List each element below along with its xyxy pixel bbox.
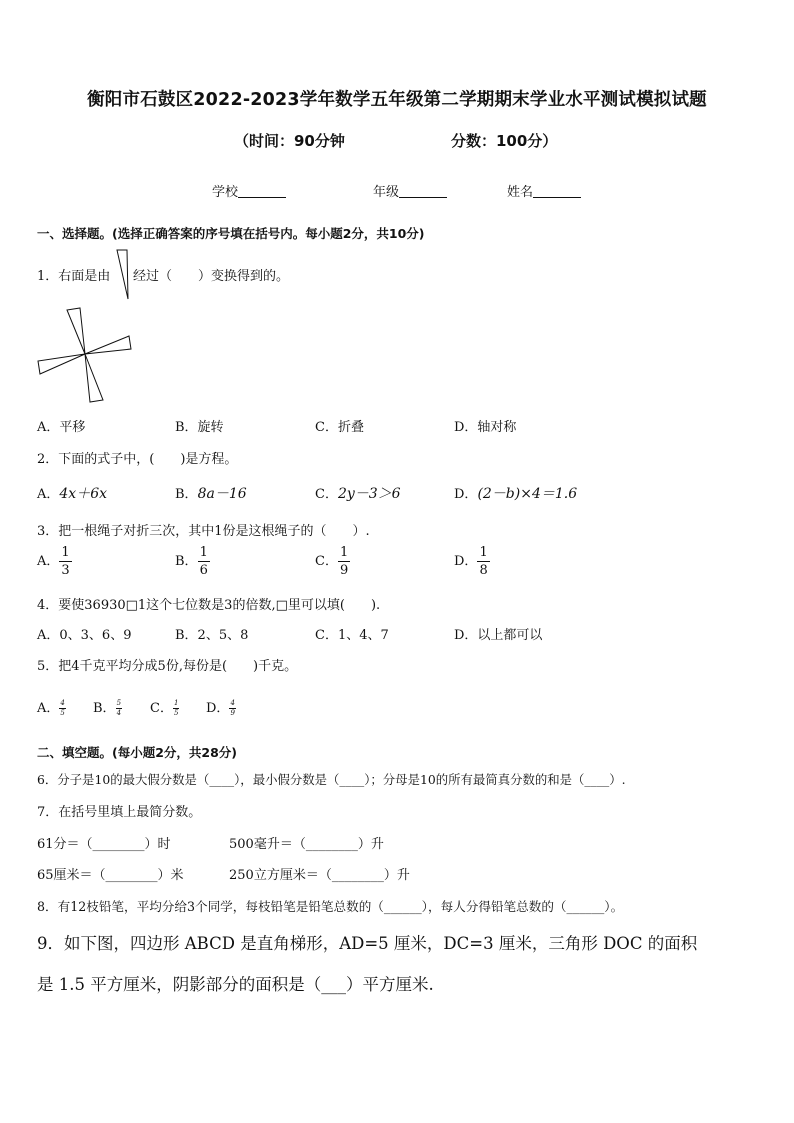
q2-option-c-expr: 2y－3＞6 — [337, 486, 401, 502]
q3-option-b-fraction — [198, 546, 210, 577]
q5-option-b-fraction — [116, 700, 122, 717]
q1-option-b[interactable]: B．旋转 — [175, 420, 224, 435]
q5-text: 5．把4千克平均分成5份,每份是( )千克。 — [37, 659, 298, 674]
q3-option-d-fraction — [477, 546, 489, 577]
q5-option-d[interactable] — [206, 697, 236, 717]
school-label: 学校 — [212, 185, 239, 200]
q2-text: 2．下面的式子中，( )是方程。 — [37, 452, 238, 467]
q2-option-b[interactable] — [175, 483, 247, 503]
fraction-numerator: 1 — [199, 545, 208, 560]
q5-option-b[interactable] — [93, 697, 122, 717]
q7-item-2[interactable]: 500毫升＝（________）升 — [229, 837, 384, 852]
fraction-numerator: 1 — [339, 545, 349, 560]
fraction-denominator: 9 — [230, 709, 235, 717]
q4-option-a[interactable]: A．0、3、6、9 — [37, 628, 132, 643]
name-label: 姓名 — [507, 185, 534, 200]
q7-item-4[interactable]: 250立方厘米＝（________）升 — [229, 868, 410, 883]
q7-text: 7．在括号里填上最简分数。 — [37, 805, 202, 820]
q7-item-1[interactable]: 61分＝（________）时 — [37, 837, 171, 852]
q4-text: 4．要使36930□1这个七位数是3的倍数,□里可以填( ). — [37, 598, 381, 613]
exam-title: 衡阳市石鼓区2022-2023学年数学五年级第二学期期末学业水平测试模拟试题 — [87, 90, 707, 110]
fraction-numerator: 4 — [60, 699, 65, 707]
q3-option-a-fraction — [59, 546, 71, 577]
q1-option-d[interactable]: D．轴对称 — [454, 420, 517, 435]
section2-heading: 二、填空题。(每小题2分，共28分) — [37, 745, 238, 760]
q5-option-c[interactable] — [150, 697, 179, 717]
section1-heading: 一、选择题。(选择正确答案的序号填在括号内。每小题2分，共10分) — [37, 226, 425, 241]
q2-option-a-label: A． — [37, 487, 60, 502]
fraction-denominator: 4 — [116, 709, 122, 717]
q1-prefix: 1．右面是由 — [37, 269, 111, 284]
q5-option-a-fraction — [59, 700, 65, 717]
q1-option-c[interactable]: C．折叠 — [315, 420, 364, 435]
fraction-denominator: 9 — [339, 563, 349, 578]
fraction-denominator: 5 — [60, 709, 65, 717]
name-blank[interactable] — [533, 185, 581, 198]
exam-time: （时间：90分钟 — [234, 132, 345, 150]
fraction-numerator: 1 — [173, 699, 179, 707]
q2-option-c-label: C． — [315, 487, 338, 502]
q3-option-c-fraction — [338, 546, 350, 577]
q9-line2: 是 1.5 平方厘米，阴影部分的面积是（___）平方厘米. — [37, 975, 434, 994]
q1-option-a[interactable]: A．平移 — [37, 420, 86, 435]
q4-option-c[interactable]: C．1、4、7 — [315, 628, 389, 643]
grade-blank[interactable] — [399, 185, 447, 198]
q2-option-a-expr: 4x＋6x — [59, 486, 107, 502]
grade-field[interactable] — [373, 181, 447, 200]
fraction-denominator: 3 — [61, 563, 70, 578]
q8-text: 8．有12枝铅笔，平均分给3个同学，每枝铅笔是铅笔总数的（______），每人分得铅笔总数的（______）。 — [37, 899, 624, 914]
fraction-numerator: 1 — [61, 545, 70, 560]
grade-label: 年级 — [373, 185, 400, 200]
q3-option-d-label: D． — [454, 554, 478, 569]
q2-option-b-label: B． — [175, 487, 198, 502]
q3-option-d[interactable] — [454, 546, 490, 577]
q2-option-d[interactable] — [454, 483, 577, 503]
q2-option-d-label: D． — [454, 487, 478, 502]
q5-option-c-label: C． — [150, 701, 173, 716]
q2-option-a[interactable] — [37, 483, 107, 503]
q3-option-a[interactable] — [37, 546, 72, 577]
q3-option-b-label: B． — [175, 554, 198, 569]
q1-single-blade-figure — [117, 250, 131, 300]
q5-option-c-fraction — [173, 700, 179, 717]
q4-option-d[interactable]: D．以上都可以 — [454, 628, 543, 643]
q3-option-a-label: A． — [37, 554, 60, 569]
q1-suffix: 经过（ ）变换得到的。 — [133, 269, 290, 284]
school-field[interactable] — [212, 181, 286, 200]
q5-option-a-label: A． — [37, 701, 60, 716]
q6-text: 6．分子是10的最大假分数是（____），最小假分数是（____）；分母是10的所有最简真分数的和是（____）. — [37, 772, 626, 787]
q9-line1: 9．如下图，四边形 ABCD 是直角梯形，AD=5 厘米，DC=3 厘米，三角形 DOC 的面积 — [37, 934, 698, 953]
fraction-denominator: 6 — [199, 563, 208, 578]
q3-option-c-label: C． — [315, 554, 338, 569]
q7-item-3[interactable]: 65厘米＝（________）米 — [37, 868, 184, 883]
exam-score: 分数：100分） — [451, 132, 558, 150]
fraction-denominator: 8 — [479, 563, 488, 578]
fraction-numerator: 5 — [116, 699, 122, 707]
q3-option-b[interactable] — [175, 546, 210, 577]
fraction-numerator: 1 — [479, 545, 488, 560]
q3-option-c[interactable] — [315, 546, 350, 577]
q2-option-c[interactable] — [315, 483, 401, 503]
q1-pinwheel-figure — [36, 308, 136, 404]
q3-text: 3．把一根绳子对折三次，其中1份是这根绳子的（ ）. — [37, 524, 370, 539]
q5-option-d-label: D． — [206, 701, 230, 716]
fraction-denominator: 5 — [173, 709, 179, 717]
school-blank[interactable] — [238, 185, 286, 198]
q2-option-d-expr: (2－b)×4＝1.6 — [477, 486, 578, 502]
q5-option-a[interactable] — [37, 697, 66, 717]
fraction-numerator: 4 — [230, 699, 235, 707]
q5-option-b-label: B． — [93, 701, 116, 716]
q5-option-d-fraction — [229, 700, 235, 717]
q4-option-b[interactable]: B．2、5、8 — [175, 628, 249, 643]
name-field[interactable] — [507, 181, 581, 200]
q2-option-b-expr: 8a－16 — [197, 486, 247, 502]
